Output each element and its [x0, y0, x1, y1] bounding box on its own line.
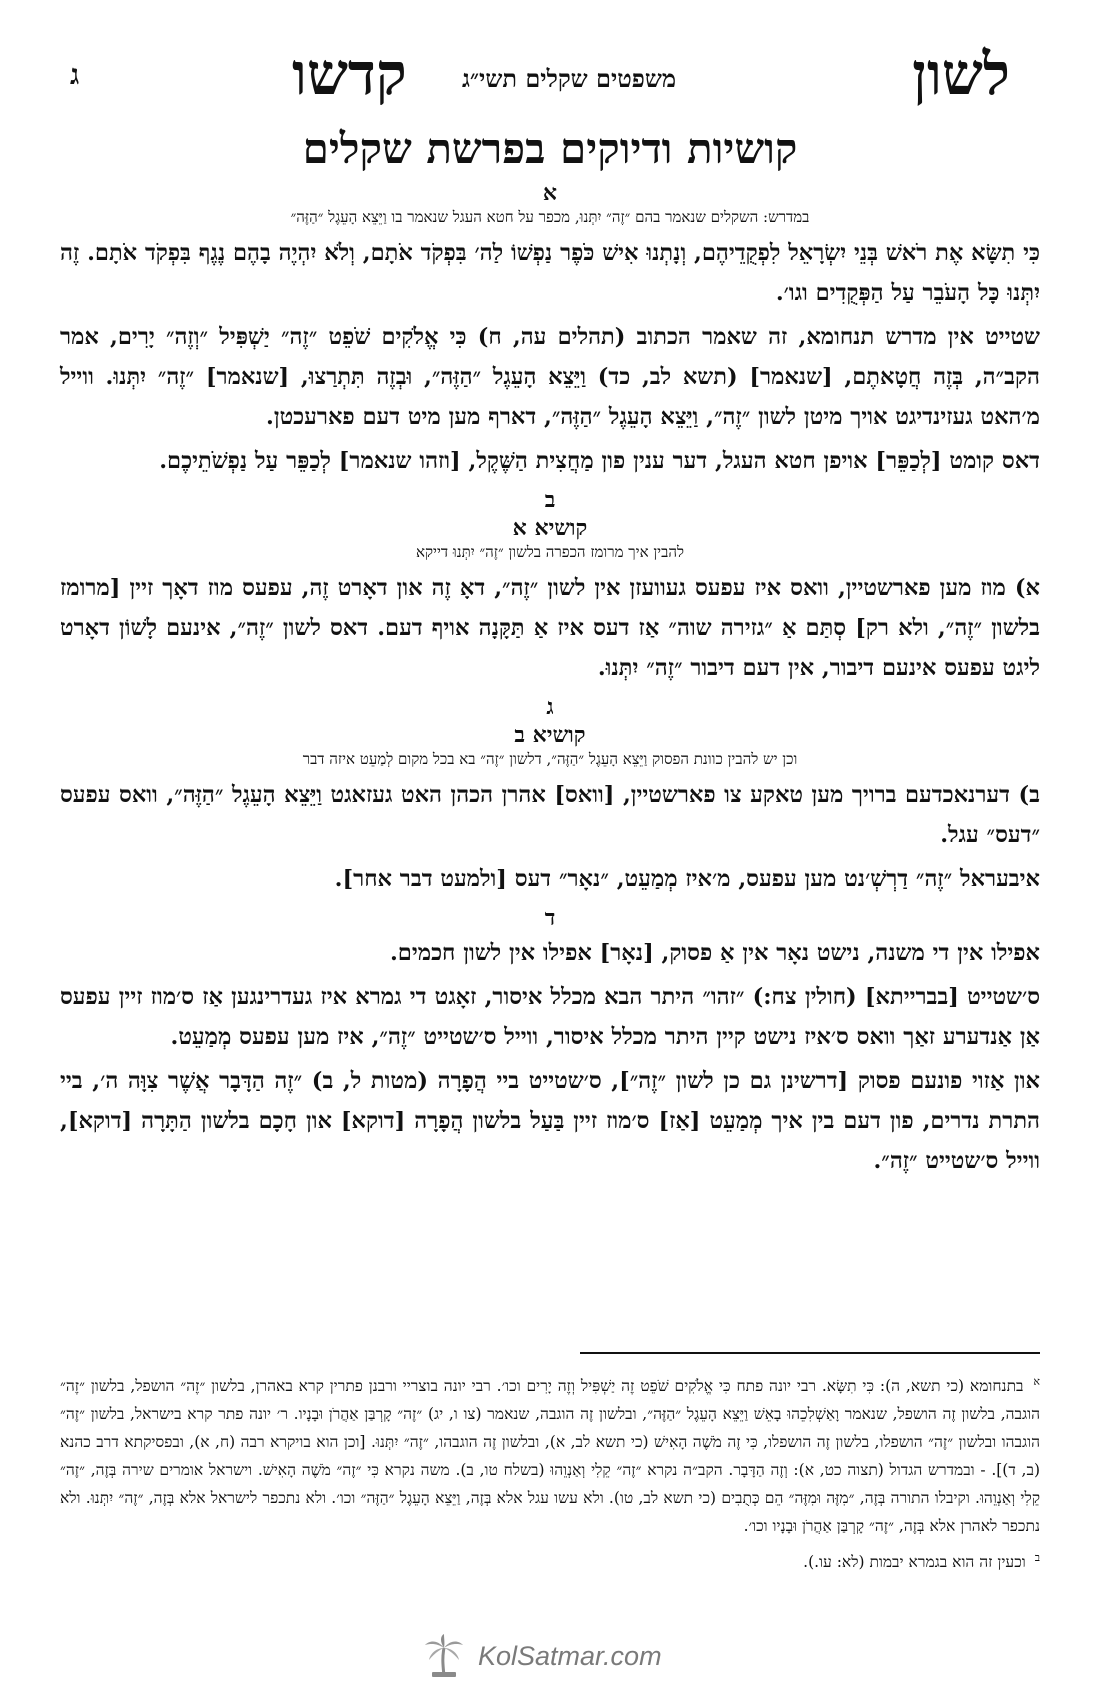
section-letter: ב: [544, 487, 556, 513]
section-note: במדרש: השקלים שנאמר בהם ״זֶה״ יִתְּנוּ, מכפר על חטא העגל שנאמר בו וַיֵּצֵא הָעֵגֶל ״הַזֶּה״: [290, 208, 810, 226]
site-logo-text: KolSatmar.com: [478, 1640, 662, 1671]
masthead-subtitle: משפטים שקלים תשי״ג: [462, 64, 677, 93]
page-letter: ג: [70, 58, 80, 91]
paragraph: ב) דערנאכדעם ברויך מען טאקע צו פארשטיין, [וואס] אהרן הכהן האט געזאגט וַיֵּצֵא הָעֵגֶל ״הַזֶּה״, וואס עפעס ״דעס״ עגל.: [60, 782, 1040, 848]
paragraph: און אַזוי פונעם פסוק [דרשינן גם כן לשון ״זֶה״], ס׳שטייט ביי הֲפָרָה (מטות ל, ב) ״זֶה הַדָּבָר אֲשֶׁר צִוָּה ה׳, ביי התרת נדרים, פון דעם בין איך מְמַעֵט [אַז] ס׳מוז זיין בַּעַל בלשון הֲפָרָה [דוקא] און חָכָם בלשון הַתָּרָה [דוקא], ווייל ס׳שטייט ״זֶה״.: [60, 1068, 1040, 1174]
masthead: [60, 40, 1040, 110]
paragraph: איבעראל ״זֶה״ דַרְשְׁ׳נט מען עפעס, מ׳איז מְמַעֵט, ״נאָר״ דעס [ולמעט דבר אחר].: [334, 866, 1040, 892]
paragraph: שטייט אין מדרש תנחומא, זה שאמר הכתוב (תהלים עה, ח) כִּי אֱלֹקִים שֹׁפֵט ״זֶה״ יַשְׁפִּיל ״וְזֶה״ יָרִים, אמר הקב״ה, בְּזֶה חֲטָאתֶם, [שנאמר] (תשא לב, כד) וַיֵּצֵא הָעֵגֶל ״הַזֶּה״, וּבְזֶה תִּתְרַצוּ, [שנאמר] ״זֶה״ יִתְּנוּ. ווייל מ׳האט געזינדיגט אויך מיטן לשון ״זֶה״, וַיֵּצֵא הָעֵגֶל ״הַזֶּה״, דארף מען מיט דעם פארעכטן.: [60, 324, 1040, 430]
paragraph: א) מוז מען פארשטיין, וואס איז עפעס געוועזן אין לשון ״זֶה״, דאָ זֶה און דאָרט זֶה, עפעס מוז דאָך זיין [מרומז בלשון ״זֶה״, ולא רק] סְתַּם אַ ״גזירה שוה״ אַז דעס איז אַ תַּקָּנָה אויף דעם. דאס לשון ״זֶה״, אינעם לָשׁוֹן דאָרט ליגט עפעס אינעם דיבור, אין דעם דיבור ״זֶה״ יִתְּנוּ.: [60, 575, 1040, 681]
masthead-right-title: קדשו: [292, 40, 407, 108]
section-title: קושיא ב: [514, 722, 586, 748]
section-note: להבין איך מרומז הכפרה בלשון ״זֶה״ יִתְּנוּ דייקא: [416, 543, 684, 561]
section-title: קושיא א: [512, 515, 588, 541]
paragraph: אפילו אין די משנה, נישט נאָר אין אַ פסוק, [נאָר] אפילו אין לשון חכמים.: [389, 940, 1040, 966]
footnote-text: וכעין זה הוא בגמרא יבמות (לא: עו.).: [803, 1553, 1026, 1572]
section-note: וכן יש להבין כוונת הפסוק וַיֵּצֵא הָעֵגֶל ״הַזֶּה״, דלשון ״זֶה״ בא בכל מקום לְמַעֵט איזה דבר: [302, 750, 798, 768]
footnote-mark: א: [1033, 1375, 1040, 1388]
main-title: קושיות ודיוקים בפרשת שקלים: [302, 124, 798, 173]
paragraph: כִּי תִשָּׂא אֶת רֹאשׁ בְּנֵי יִשְׂרָאֵל לִפְקֻדֵיהֶם, וְנָתְנוּ אִישׁ כֹּפֶר נַפְשׁוֹ לַה׳ בִּפְקֹד אֹתָם, וְלֹא יִהְיֶה בָהֶם נֶגֶף בִּפְקֹד אֹתָם. זֶה יִתְּנוּ כָּל הָעֹבֵר עַל הַפְּקֻדִים וגו׳.: [60, 240, 1040, 306]
footnotes: [60, 1352, 1040, 1580]
footnote-text: בתנחומא (כי תשא, ה): כִּי תִשָּׂא. רבי יונה פתח כִּי אֱלֹקִים שֹׁפֵט זֶה יַשְׁפִּיל וְזֶה יָרִים וכו׳. רבי יונה בוצריי ורבנן פתרין קרא באהרן, בלשון ״זֶה״ הושפל, בלשון ״זֶה״ הוגבה, בלשון זֶה הושפל, שנאמר וָאַשְׁלִכֵהוּ בָאֵשׁ וַיֵּצֵא הָעֵגֶל ״הַזֶּה״, ובלשון זֶה הוגבה, שנאמר (צו ו, יג) ״זֶה״ קָרְבַּן אַהֲרֹן וּבָנָיו. ר׳ יונה פתר קרא בישראל, בלשון ״זֶה״ הוגבהו ובלשון ״זֶה״ הושפלו, בלשון זֶה הושפלו, כִּי זֶה מֹשֶׁה הָאִישׁ (כי תשא לב, א), ובלשון זֶה הוגבהו, ״זֶה״ יִתְּנוּ. [וכן הוא בויקרא רבה (ח, א), ובפסיקתא דרב כהנא (ב, ד)]. - ובמדרש הגדול (תצוה כט, א): וְזֶה הַדָּבָר. הקב״ה נקרא ״זֶה״ קֵלִי וְאַנְוֵהוּ (בשלח טו, ב). משה נקרא כִּי ״זֶה״ מֹשֶׁה הָאִישׁ. וישראל אומרים שירה בְּזֶה, ״זֶה״ קֵלִי וְאַנְוֵהוּ. וקיבלו התורה בְּזֶה, ״מִזֶּה וּמִזֶּה״ הֵם כְּתֻבִים (כי תשא לב, טו). ולא עשו עגל אלא בְּזֶה, וַיֵּצֵא הָעֵגֶל ״הַזֶּה״ וכו׳. ולא נתכפר לישראל אלא בְּזֶה, ״זֶה״ יִתְּנוּ. ולא נתכפר לאהרן אלא בְּזֶה, ״זֶה״ קָרְבַּן אַהֲרֹן וּבָנָיו וכו׳.: [60, 1377, 1040, 1536]
palm-tree-logo-icon: [420, 1632, 468, 1680]
footnote: [60, 1368, 1040, 1540]
paragraph: ס׳שטייט [בברייתא] (חולין צח:) ״זהו״ היתר הבא מכלל איסור, זאָגט די גמרא איז געדרינגען אַז ס׳מוז זיין עפעס אַן אַנדערע זאַך וואס ס׳איז נישט קיין היתר מכלל איסור, ווייל ס׳שטייט ״זֶה״, איז מען עפעס מְמַעֵט.: [60, 984, 1040, 1050]
section-letter: ד: [544, 905, 556, 931]
paragraph: דאס קומט [לְכַפֵּר] אויפן חטא העגל, דער ענין פון מַחֲצִית הַשֶּׁקֶל, [וזהו שנאמר] לְכַפֵּר עַל נַפְשֹׁתֵיכֶם.: [159, 448, 1040, 474]
footnote-rule: [580, 1352, 1040, 1354]
footnote: [60, 1544, 1040, 1576]
masthead-left-title: לשון: [912, 40, 1010, 108]
footnote-mark: ב: [1034, 1551, 1040, 1565]
section-letter: א: [542, 180, 558, 206]
site-logo: [420, 1630, 662, 1682]
section-letter: ג: [546, 694, 554, 720]
